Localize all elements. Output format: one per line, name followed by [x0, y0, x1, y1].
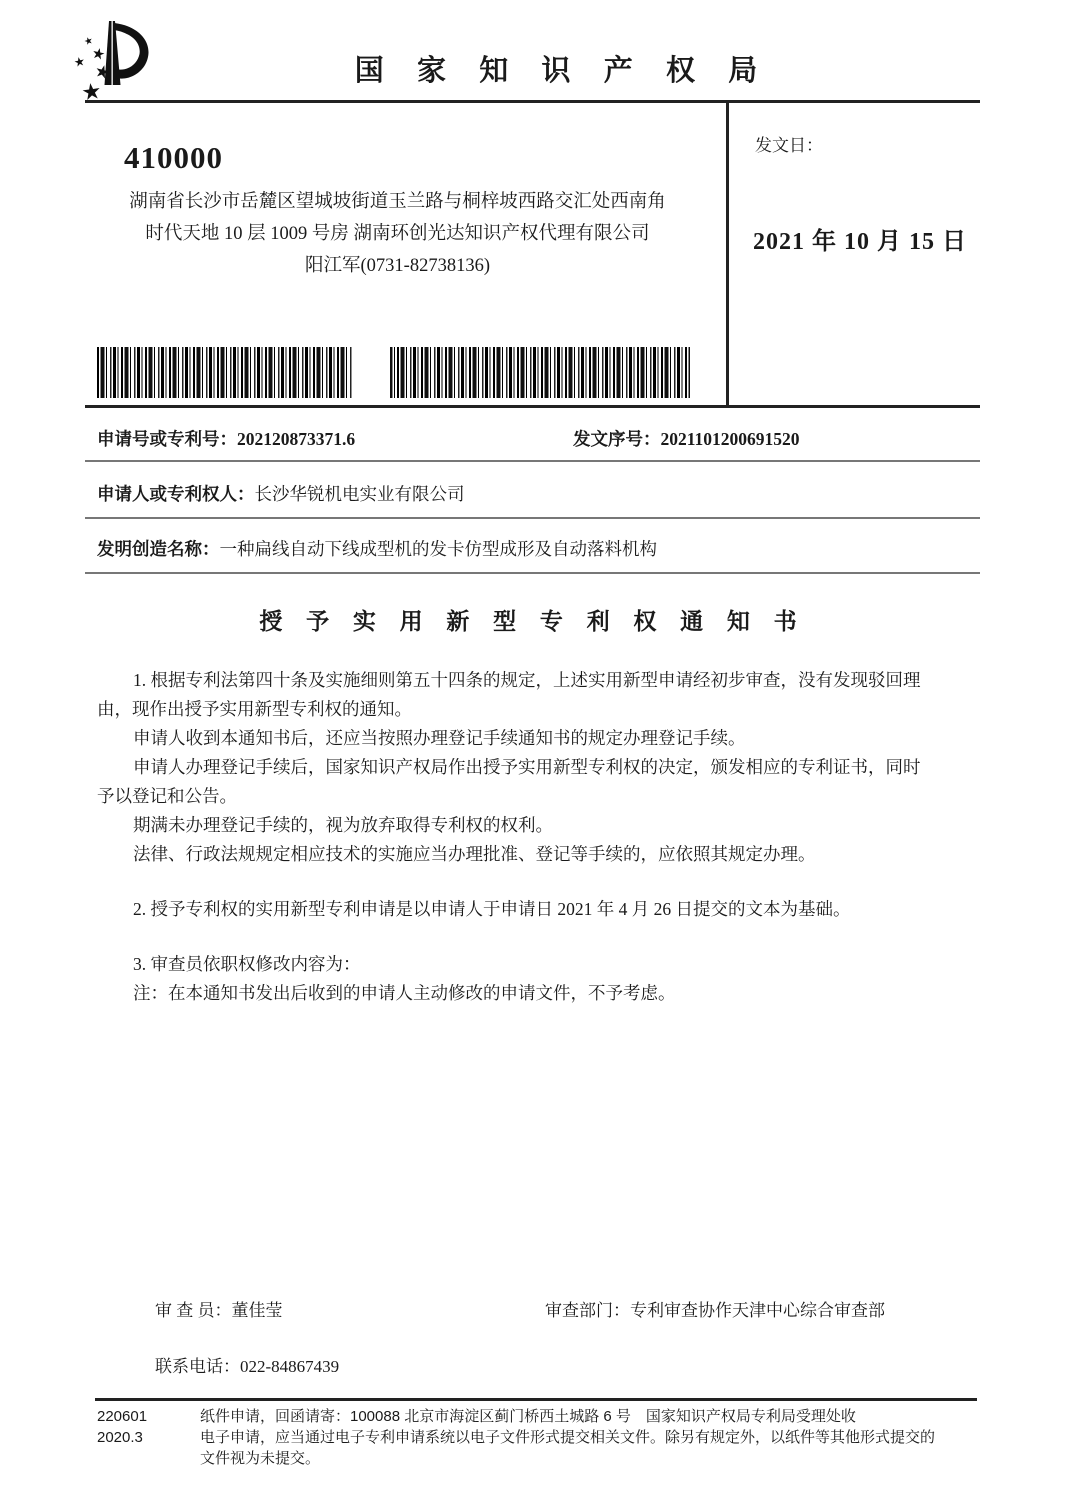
recipient-address: [85, 186, 710, 282]
dispatch-number-label: 发文序号：: [573, 429, 661, 449]
applicant-label: 申请人或专利权人：: [97, 484, 255, 504]
address-line-1: 湖南省长沙市岳麓区望城坡街道玉兰路与桐梓坡西路交汇处西南角: [129, 192, 666, 212]
dispatch-date-value: 2021 年 10 月 15 日: [753, 229, 967, 255]
dispatch-number-value: 2021101200691520: [660, 429, 800, 449]
application-number-field: [97, 426, 355, 451]
applicant-field: [97, 481, 465, 506]
footer-form-code: [97, 1406, 147, 1448]
paragraph-gap: [97, 924, 979, 950]
body-line: 由，现作出授予实用新型专利权的通知。: [97, 699, 412, 719]
header-rule: [85, 100, 980, 103]
department-label: 审查部门：: [545, 1301, 630, 1320]
application-number-value: 202120873371.6: [237, 429, 356, 449]
footer-instructions: [200, 1406, 990, 1469]
examiner-label: 审 查 员：: [155, 1301, 232, 1320]
barcode-left: [97, 347, 353, 398]
examiner-field: [155, 1296, 283, 1321]
phone-value: 022-84867439: [240, 1357, 340, 1376]
recipient-contact: 阳江军(0731-82738136): [305, 256, 490, 276]
department-field: [545, 1296, 885, 1321]
phone-label: 联系电话：: [155, 1357, 240, 1376]
phone-field: [155, 1352, 339, 1377]
invention-title-label: 发明创造名称：: [97, 539, 220, 559]
row-divider-1: [85, 460, 980, 462]
address-line-2: 时代天地 10 层 1009 号房 湖南环创光达知识产权代理有限公司: [145, 224, 650, 244]
invention-field: [97, 536, 657, 561]
footer-rule: [95, 1398, 977, 1401]
application-number-label: 申请号或专利号：: [97, 429, 237, 449]
body-line: 申请人办理登记手续后，国家知识产权局作出授予实用新型专利权的决定，颁发相应的专利证书，同时: [133, 757, 921, 777]
dispatch-date-label: 发文日：: [755, 136, 823, 155]
body-line: 法律、行政法规规定相应技术的实施应当办理批准、登记等手续的，应依照其规定办理。: [133, 844, 816, 864]
footer-line-3: 文件视为未提交。: [200, 1450, 321, 1467]
row-divider-3: [85, 572, 980, 574]
meta-top-rule: [85, 405, 980, 408]
applicant-value: 长沙华锐机电实业有限公司: [254, 484, 465, 504]
department-name: 专利审查协作天津中心综合审查部: [630, 1301, 885, 1320]
footer-line-2: 电子申请，应当通过电子专利申请系统以电子文件形式提交相关文件。除另有规定外，以纸件等其他形式提交的: [200, 1429, 936, 1446]
postal-code: 410000: [124, 140, 223, 175]
body-line: 期满未办理登记手续的，视为放弃取得专利权的权利。: [133, 815, 553, 835]
body-line: 予以登记和公告。: [97, 786, 237, 806]
footer-line-1: 纸件申请，回函请寄：100088 北京市海淀区蓟门桥西土城路 6 号 国家知识产权局专利局受理处收: [200, 1408, 856, 1425]
examiner-name: 董佳莹: [231, 1301, 283, 1320]
dispatch-number-field: [573, 426, 800, 451]
row-divider-2: [85, 517, 980, 519]
body-line: 注：在本通知书发出后收到的申请人主动修改的申请文件，不予考虑。: [133, 983, 676, 1003]
body-line: 1. 根据专利法第四十条及实施细则第五十四条的规定，上述实用新型申请经初步审查，没有发现驳回理: [133, 670, 921, 690]
page-title: 国 家 知 识 产 权 局: [354, 55, 771, 87]
body-line: 2. 授予专利权的实用新型专利申请是以申请人于申请日 2021 年 4 月 26 日提交的文本为基础。: [133, 899, 851, 919]
invention-title-value: 一种扁线自动下线成型机的发卡仿型成形及自动落料机构: [219, 539, 657, 559]
form-code: 220601: [97, 1408, 148, 1425]
notice-body: [97, 666, 979, 1008]
body-line: 3. 审查员依职权修改内容为：: [133, 954, 361, 974]
paragraph-gap: [97, 869, 979, 895]
date-box-divider: [726, 100, 729, 408]
barcode-right: [390, 347, 690, 398]
notice-title: 授 予 实 用 新 型 专 利 权 通 知 书: [259, 609, 806, 634]
body-line: 申请人收到本通知书后，还应当按照办理登记手续通知书的规定办理登记手续。: [133, 728, 746, 748]
form-version: 2020.3: [97, 1429, 143, 1446]
